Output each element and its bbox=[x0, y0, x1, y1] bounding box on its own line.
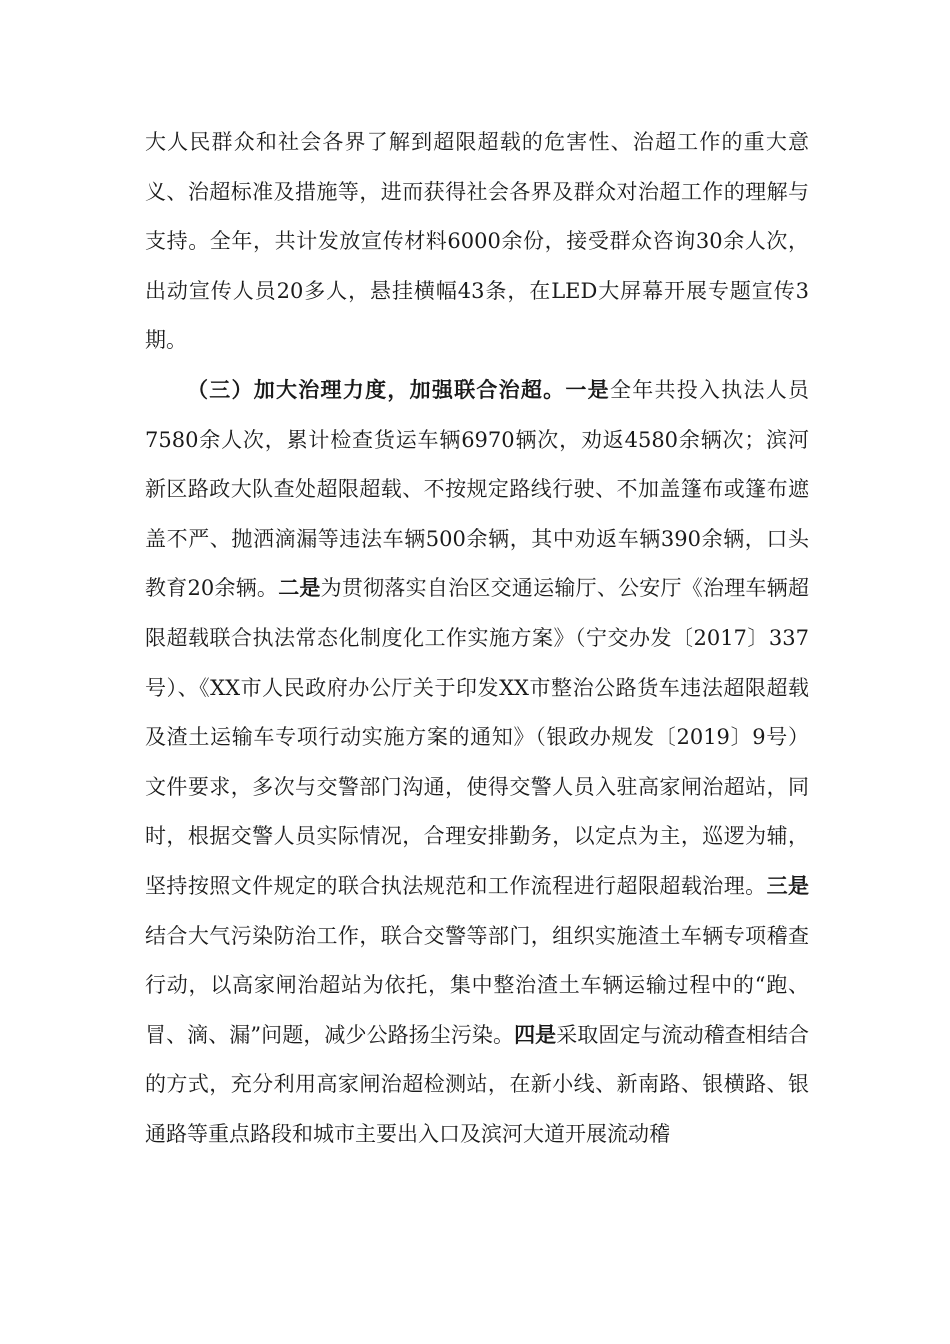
document-body bbox=[145, 118, 809, 1159]
point-label-2: 二是 bbox=[278, 576, 321, 601]
point-label-1: 一是 bbox=[565, 377, 610, 402]
paragraph-joint-enforcement bbox=[145, 366, 809, 1160]
point-text-4: 采取固定与流动稽查相结合的方式，充分利用高家闸治超检测站，在新小线、新南路、银横路、银通路等重点路段和城市主要出入口及滨河大道开展流动稽 bbox=[145, 1022, 810, 1146]
point-text-2: 为贯彻落实自治区交通运输厅、公安厅《治理车辆超限超载联合执法常态化制度化工作实施方案》（宁交办发〔2017〕337号）、《XX市人民政府办公厅关于印发XX市整治公路货车违法超限超载及渣土运输车专项行动实施方案的通知》（银政办规发〔2019〕9号）文件要求，多次与交警部门沟通，使得交警人员入驻高家闸治超站，同时，根据交警人员实际情况，合理安排勤务，以定点为主，巡逻为辅，坚持按照文件规定的联合执法规范和工作流程进行超限超载治理。 bbox=[145, 576, 809, 898]
section-heading: （三）加大治理力度，加强联合治超。 bbox=[187, 377, 566, 402]
paragraph-publicity-summary: 大人民群众和社会各界了解到超限超载的危害性、治超工作的重大意义、治超标准及措施等，进而获得社会各界及群众对治超工作的理解与支持。全年，共计发放宣传材料6000余份，接受群众咨询30余人次，出动宣传人员20多人，悬挂横幅43条，在LED大屏幕开展专题宣传3期。 bbox=[145, 130, 809, 353]
point-text-3: 结合大气污染防治工作，联合交警等部门，组织实施渣土车辆专项稽查行动，以高家闸治超站为依托，集中整治渣土车辆运输过程中的“跑、冒、滴、漏”问题，减少公路扬尘污染。 bbox=[145, 923, 809, 1047]
point-text-1: 全年共投入执法人员7580余人次，累计检查货运车辆6970辆次，劝返4580余辆次；滨河新区路政大队查处超限超载、不按规定路线行驶、不加盖篷布或篷布遮盖不严、抛洒滴漏等违法车辆500余辆，其中劝返车辆390余辆，口头教育20余辆。 bbox=[145, 377, 810, 601]
point-label-3: 三是 bbox=[766, 873, 810, 898]
point-label-4: 四是 bbox=[514, 1022, 557, 1047]
